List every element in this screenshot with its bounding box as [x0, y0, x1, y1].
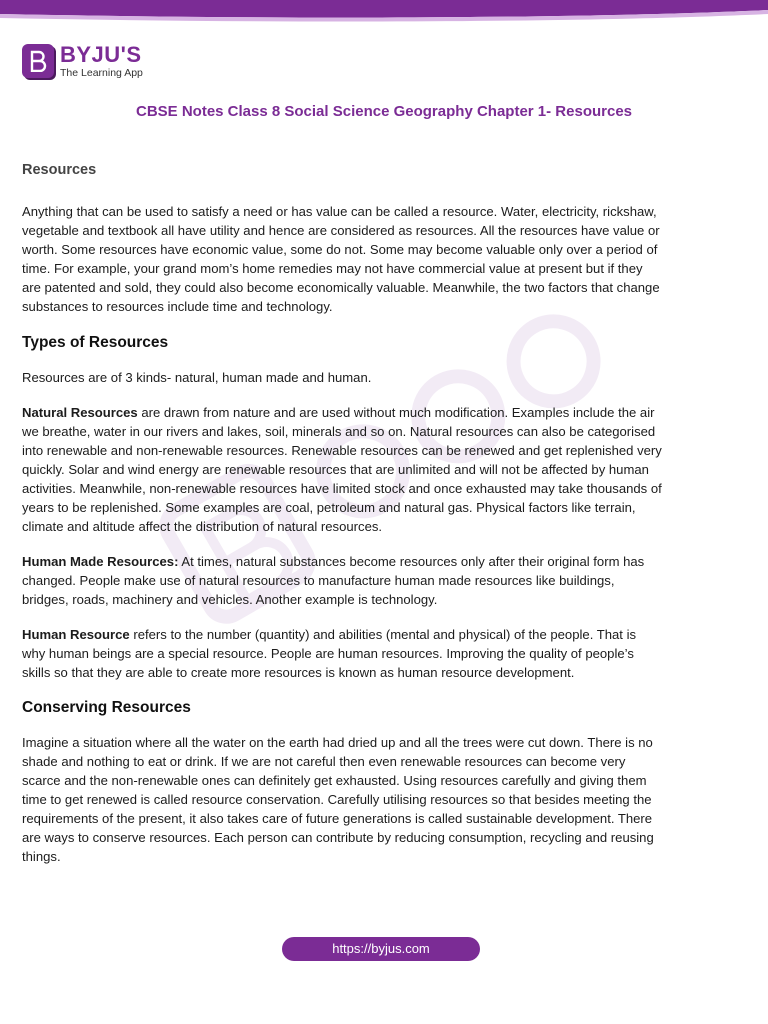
top-decorative-band [0, 0, 768, 22]
document-body [22, 162, 662, 866]
document-title: CBSE Notes Class 8 Social Science Geography Chapter 1- Resources [135, 103, 633, 120]
byjus-logo-icon [22, 44, 54, 78]
conserving-heading: Conserving Resources [22, 699, 191, 716]
footer-url-link[interactable]: https://byjus.com [282, 937, 480, 961]
human-made-resources-text: At times, natural substances become resources only after their original form has changed. People make use of natural resources to manufacture human made resources like buildings, bridges, roads, machinery and vehicles. Another example is technology. [22, 554, 645, 607]
human-resource-term: Human Resource [22, 627, 130, 642]
human-resource-text: refers to the number (quantity) and abilities (mental and physical) of the people. That is why human beings are a special resource. People are human resources. Improving the quality of people’s skills so that they are able to create more resources is known as human resource development. [22, 627, 637, 680]
human-resource-paragraph [22, 625, 662, 682]
conserving-paragraph: Imagine a situation where all the water on the earth had dried up and all the trees were cut down. There is no shade and nothing to eat or drink. If we are not careful then even renewable resources can become very scarce and the non-renewable ones can definitely get exhausted. Using resources carefully and giving them time to get renewed is called resource conservation. Carefully utilising resources so that besides meeting the requirements of the present, it also takes care of future generations is called sustainable development. There are ways to conserve resources. Each person can contribute by reducing consumption, recycling and reusing things. [22, 735, 654, 864]
brand-tagline: The Learning App [60, 67, 143, 79]
human-made-resources-term: Human Made Resources: [22, 554, 179, 569]
natural-resources-term: Natural Resources [22, 405, 138, 420]
human-made-resources-paragraph [22, 552, 662, 609]
resources-paragraph: Anything that can be used to satisfy a need or has value can be called a resource. Water, electricity, rickshaw, vegetable and textbook all have utility and hence are considered as resources. All the resources have value or worth. Some resources have economic value, some do not. Some may become valuable only over a period of time. For example, your grand mom’s home remedies may not have commercial value at present but if they are patented and sold, they could also become economically valuable. Meanwhile, the two factors that change substances to resources include time and technology. [22, 204, 660, 314]
types-heading: Types of Resources [22, 334, 169, 351]
natural-resources-paragraph [22, 403, 662, 536]
resources-heading: Resources [22, 162, 97, 178]
brand-name: BYJU'S [60, 42, 142, 67]
natural-resources-text: are drawn from nature and are used without much modification. Examples include the air we breathe, water in our rivers and lakes, soil, minerals and so on. Natural resources can also be categorised into renewable and non-renewable resources. Renewable resources can be renewed and get replenished very quickly. Solar and wind energy are renewable resources that are unlimited and will not be affected by human activities. Meanwhile, non-renewable resources have limited stock and once exhausted may take thousands of years to be replenished. Some examples are coal, petroleum and natural gas. Physical factors like terrain, climate and altitude affect the distribution of natural resources. [22, 405, 662, 534]
byjus-logo [22, 44, 143, 79]
types-intro: Resources are of 3 kinds- natural, human made and human. [22, 370, 372, 385]
